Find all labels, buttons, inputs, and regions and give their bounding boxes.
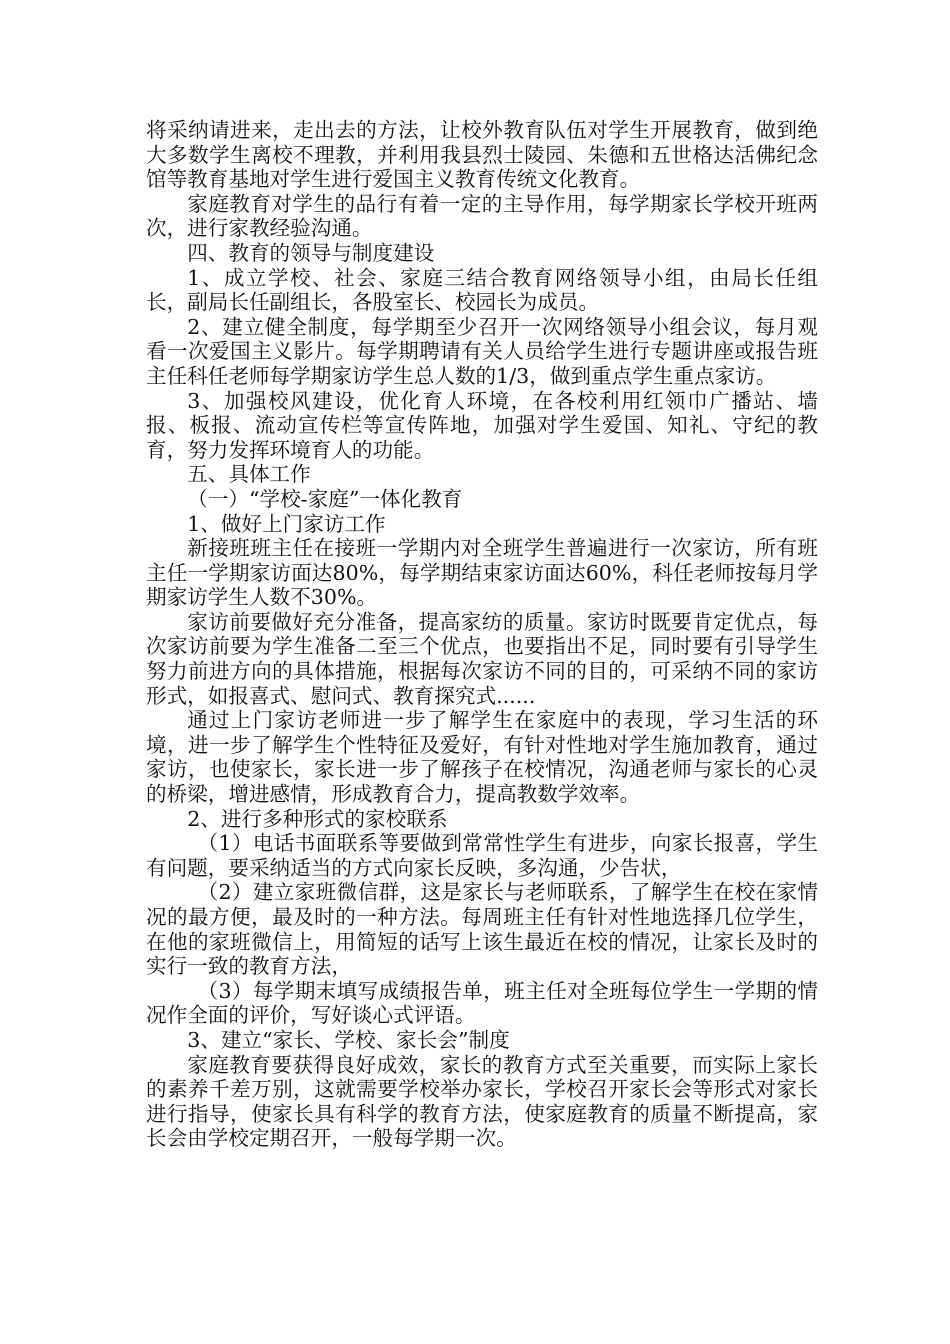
paragraph-school-spirit: 3、加强校风建设，优化育人环境，在各校利用红领巾广播站、墙报、板报、流动宣传栏等宣传阵地，加强对学生爱国、知礼、守纪的教育，努力发挥环境育人的功能。 — [146, 388, 818, 462]
list-item-wechat-group: （2）建立家班微信群，这是家长与老师联系，了解学生在校在家情况的最方便，最及时的一种方法。每周班主任有针对性地选择几位学生，在他的家班微信上，用简短的话写上该生最近在校的情况，让家长及时的实行一致的教育方法， — [146, 880, 818, 979]
section-heading-specific-work: 五、具体工作 — [187, 462, 311, 487]
paragraph-system-building: 2、建立健全制度，每学期至少召开一次网络领导小组会议，每月观看一次爱国主义影片。每学期聘请有关人员给学生进行专题讲座或报告班主任科任老师每学期家访学生总人数的1/3，做到重点学生重点家访。 — [146, 314, 818, 388]
paragraph-leadership-group: 1、成立学校、社会、家庭三结合教育网络领导小组，由局长任组长，副局长任副组长，各股室长、校园长为成员。 — [146, 265, 818, 315]
document-body — [146, 118, 818, 1151]
subheading-home-visits: 1、做好上门家访工作 — [187, 511, 386, 536]
subheading-parent-meeting: 3、建立“家长、学校、家长会”制度 — [187, 1027, 510, 1052]
paragraph-family-education: 家庭教育对学生的品行有着一定的主导作用，每学期家长学校开班两次，进行家教经验沟通。 — [146, 191, 818, 241]
section-heading-leadership: 四、教育的领导与制度建设 — [187, 240, 435, 265]
paragraph-home-visit-benefits: 通过上门家访老师进一步了解学生在家庭中的表现，学习生活的环境，进一步了解学生个性特征及爱好，有针对性地对学生施加教育，通过家访，也使家长，家长进一步了解孩子在校情况，沟通老师与家长的心灵的桥梁，增进感情，形成教育合力，提高教数学效率。 — [146, 708, 818, 807]
paragraph-parent-meeting: 家庭教育要获得良好成效，家长的教育方式至关重要，而实际上家长的素养千差万别，这就需要学校举办家长，学校召开家长会等形式对家长进行指导，使家长具有科学的教育方法，使家庭教育的质量不断提高，家长会由学校定期召开，一般每学期一次。 — [146, 1052, 818, 1151]
subheading-school-family: （一）“学校-家庭”一体化教育 — [187, 486, 463, 511]
subheading-contact-forms: 2、进行多种形式的家校联系 — [187, 806, 448, 831]
list-item-report-card: （3）每学期末填写成绩报告单，班主任对全班每位学生一学期的情况作全面的评价，写好谈心式评语。 — [146, 978, 818, 1028]
paragraph-home-visit-rate: 新接班班主任在接班一学期内对全班学生普遍进行一次家访，所有班主任一学期家访面达80%，每学期结束家访面达60%，科任老师按每月学期家访学生人数不30%。 — [146, 536, 818, 610]
list-item-phone-contact: （1）电话书面联系等要做到常常性学生有进步，向家长报喜，学生有问题，要采纳适当的方式向家长反映，多沟通，少告状， — [146, 831, 818, 880]
paragraph-home-visit-preparation: 家访前要做好充分准备，提高家纺的质量。家访时既要肯定优点，每次家访前要为学生准备二至三个优点，也要指出不足，同时要有引导学生努力前进方向的具体措施，根据每次家访不同的目的，可采纳不同的家访形式，如报喜式、慰问式、教育探究式...... — [146, 609, 818, 708]
paragraph-continuation: 将采纳请进来，走出去的方法，让校外教育队伍对学生开展教育，做到绝大多数学生离校不理教，并利用我县烈士陵园、朱德和五世格达活佛纪念馆等教育基地对学生进行爱国主义教育传统文化教育。 — [146, 118, 818, 192]
